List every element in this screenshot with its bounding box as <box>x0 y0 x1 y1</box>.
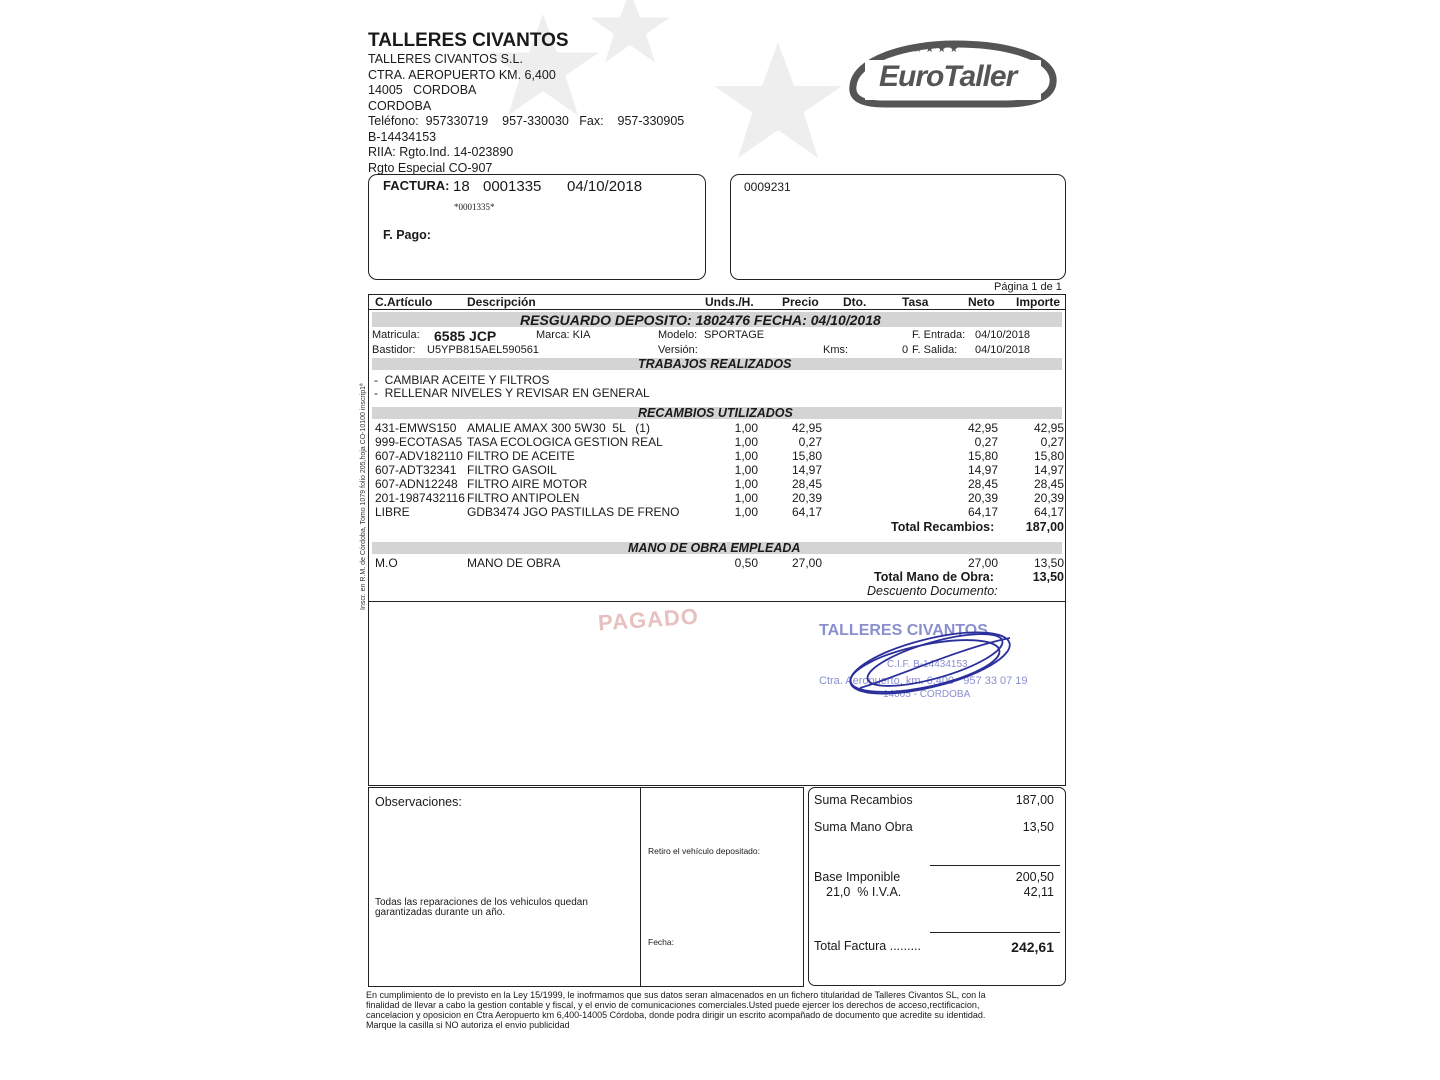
legal-line: finalidad de llevar a cabo la gestion contable y fiscal, y el envio de comunicaciones comerciales.Usted puede ejercer los derechos de acceso,rectificacion, <box>366 1000 980 1010</box>
invoice-number: 0001335 <box>483 178 542 195</box>
item-description: FILTRO ANTIPOLEN <box>467 491 580 505</box>
modelo-label: Modelo: <box>658 329 698 341</box>
item-description: FILTRO DE ACEITE <box>467 449 575 463</box>
item-units: 1,00 <box>734 449 758 463</box>
parts-total-value: 187,00 <box>1025 520 1064 534</box>
item-net: 15,80 <box>967 449 998 463</box>
item-units: 1,00 <box>734 421 758 435</box>
page-indicator: Página 1 de 1 <box>994 281 1062 293</box>
guarantee-line: Todas las reparaciones de los vehiculos quedan <box>375 897 588 908</box>
item-description: FILTRO GASOIL <box>467 463 557 477</box>
company-line: B-14434153 <box>368 129 437 144</box>
item-amount: 15,80 <box>1033 449 1064 463</box>
salida-value: 04/10/2018 <box>975 344 1031 356</box>
col-header-discount: Dto. <box>843 295 867 309</box>
company-details <box>368 52 684 176</box>
item-units: 0,50 <box>734 556 758 570</box>
entrada-value: 04/10/2018 <box>975 329 1031 341</box>
svg-text:★ ★ ★ ★: ★ ★ ★ ★ <box>913 44 959 55</box>
item-code: 999-ECOTASA5 <box>375 435 463 449</box>
base-value: 200,50 <box>1015 870 1054 884</box>
legal-notice <box>366 990 1066 1030</box>
version-label: Versión: <box>658 344 698 356</box>
item-code: 201-1987432116 <box>375 491 465 505</box>
col-header-units: Unds./H. <box>705 295 754 309</box>
item-units: 1,00 <box>734 505 758 519</box>
legal-line: En cumplimiento de lo previsto en la Ley 15/1999, le inofrmamos que sus datos seran almacenados en un fichero titularidad de Talleres Civantos SL, con la <box>366 990 986 1000</box>
observations-divider <box>640 787 641 986</box>
labor-total-value: 13,50 <box>1032 570 1064 584</box>
item-amount: 0,27 <box>1040 435 1064 449</box>
stamp-line: Ctra. Aeropuerto, km. 6,400 957 33 07 19 <box>819 675 1028 687</box>
work-item: - RELLENAR NIVELES Y REVISAR EN GENERAL <box>374 386 650 400</box>
company-line: CTRA. AEROPUERTO KM. 6,400 <box>368 67 556 82</box>
modelo-value: SPORTAGE <box>704 329 765 341</box>
col-header-description: Descripción <box>467 295 536 309</box>
legal-line: Marque la casilla si NO autoriza el envio publicidad <box>366 1020 570 1030</box>
invoice-label: FACTURA: <box>383 178 450 193</box>
company-title: TALLERES CIVANTOS <box>368 30 569 51</box>
item-net: 14,97 <box>967 463 998 477</box>
labor-title: MANO DE OBRA EMPLEADA <box>628 541 801 555</box>
item-price: 14,97 <box>791 463 822 477</box>
item-description: AMALIE AMAX 300 5W30 5L (1) <box>467 421 650 435</box>
table-bottom-divider <box>368 601 1065 602</box>
item-code: LIBRE <box>375 505 410 519</box>
date-label: Fecha: <box>648 937 674 947</box>
item-amount: 64,17 <box>1033 505 1064 519</box>
header-divider <box>368 309 1065 310</box>
item-units: 1,00 <box>734 491 758 505</box>
matricula-label: Matricula: <box>372 329 420 341</box>
item-code: 607-ADN12248 <box>375 477 458 491</box>
item-amount: 13,50 <box>1033 556 1064 570</box>
matricula-value: 6585 JCP <box>434 328 497 344</box>
item-amount: 20,39 <box>1033 491 1064 505</box>
base-label: Base Imponible <box>814 870 901 884</box>
iva-label: 21,0 % I.V.A. <box>826 885 902 899</box>
item-code: M.O <box>375 556 398 570</box>
company-line: TALLERES CIVANTOS S.L. <box>368 52 523 66</box>
discount-label: Descuento Documento: <box>867 584 998 598</box>
company-line: CORDOBA <box>368 98 432 113</box>
invoice-series: 18 <box>453 178 470 195</box>
parts-total-label: Total Recambios: <box>891 520 995 534</box>
paid-stamp: PAGADO <box>597 603 700 636</box>
iva-value: 42,11 <box>1023 885 1054 899</box>
item-net: 28,45 <box>967 477 998 491</box>
col-header-price: Precio <box>782 295 819 309</box>
payment-label: F. Pago: <box>383 228 431 242</box>
suma-mano-obra-label: Suma Mano Obra <box>814 820 913 834</box>
item-code: 607-ADT32341 <box>375 463 457 477</box>
withdraw-label: Retiro el vehículo depositado: <box>648 846 760 856</box>
item-units: 1,00 <box>734 435 758 449</box>
observations-box <box>368 787 804 987</box>
item-price: 27,00 <box>791 556 822 570</box>
stamp-line: C.I.F. B-14434153 <box>887 659 968 670</box>
item-amount: 14,97 <box>1033 463 1064 477</box>
item-price: 28,45 <box>791 477 822 491</box>
invoice-date: 04/10/2018 <box>567 178 643 195</box>
signature-scribble <box>840 618 1020 708</box>
item-amount: 28,45 <box>1033 477 1064 491</box>
work-item: - CAMBIAR ACEITE Y FILTROS <box>374 373 550 387</box>
eurotaller-logo <box>845 38 1057 108</box>
item-code: 607-ADV182110 <box>375 449 463 463</box>
labor-total-label: Total Mano de Obra: <box>874 570 994 584</box>
marca-label: Marca: KIA <box>536 329 591 341</box>
item-description: MANO DE OBRA <box>467 556 561 570</box>
item-units: 1,00 <box>734 477 758 491</box>
item-price: 0,27 <box>798 435 822 449</box>
works-title: TRABAJOS REALIZADOS <box>638 357 792 371</box>
total-rule <box>930 932 1060 933</box>
table-header-row <box>368 295 1064 309</box>
item-net: 64,17 <box>967 505 998 519</box>
entrada-label: F. Entrada: <box>912 329 966 341</box>
stamp-line: 14005 - CORDOBA <box>883 689 971 700</box>
col-header-net: Neto <box>968 295 995 309</box>
company-line: Teléfono: 957330719 957-330030 Fax: 957-330905 <box>368 114 685 128</box>
deposit-title: RESGUARDO DEPOSITO: 1802476 FECHA: 04/10/2018 <box>520 312 881 328</box>
total-value: 242,61 <box>1011 939 1054 955</box>
item-units: 1,00 <box>734 463 758 477</box>
company-line: RIIA: Rgto.Ind. 14-023890 <box>368 145 514 159</box>
item-net: 0,27 <box>974 435 998 449</box>
salida-label: F. Salida: <box>912 344 958 356</box>
suma-mano-obra-value: 13,50 <box>1022 820 1054 834</box>
col-header-amount: Importe <box>1016 295 1061 309</box>
item-net: 20,39 <box>967 491 998 505</box>
logo-text: EuroTaller <box>879 60 1017 93</box>
item-code: 431-EMWS150 <box>375 421 457 435</box>
item-price: 20,39 <box>791 491 822 505</box>
client-code: 0009231 <box>744 180 791 194</box>
item-price: 42,95 <box>791 421 822 435</box>
registry-side-note: Inscr. en R.M. de Córdoba, Tomo 1079 folio 205,hoja CO-10100 inscrip1ª <box>360 383 367 610</box>
item-price: 64,17 <box>791 505 822 519</box>
item-description: FILTRO AIRE MOTOR <box>467 477 588 491</box>
observations-label: Observaciones: <box>375 795 462 809</box>
item-price: 15,80 <box>791 449 822 463</box>
item-description: TASA ECOLOGICA GESTION REAL <box>467 435 663 449</box>
kms-label: Kms: <box>823 344 849 356</box>
suma-recambios-label: Suma Recambios <box>814 793 913 807</box>
total-label: Total Factura ......... <box>814 939 921 953</box>
company-line: 14005 CORDOBA <box>368 83 477 97</box>
subtotal-rule <box>930 865 1060 866</box>
col-header-tax: Tasa <box>902 295 929 309</box>
col-header-code: C.Artículo <box>375 295 433 309</box>
suma-recambios-value: 187,00 <box>1015 793 1054 807</box>
parts-title: RECAMBIOS UTILIZADOS <box>638 406 793 420</box>
guarantee-line: garantizadas durante un año. <box>375 907 506 918</box>
legal-line: cancelacion y oposicion en Ctra Aeropuerto km 6,400-14005 Córdoba, donde podra dirigir un escrito acompañado de documento que acredite su identidad. <box>366 1010 986 1020</box>
stamp-line: TALLERES CIVANTOS <box>819 622 988 639</box>
item-net: 27,00 <box>967 556 998 570</box>
item-net: 42,95 <box>967 421 998 435</box>
bastidor-value: U5YPB815AEL590561 <box>427 344 539 356</box>
item-description: GDB3474 JGO PASTILLAS DE FRENO <box>467 505 680 519</box>
company-line: Rgto Especial CO-907 <box>368 160 493 175</box>
kms-value: 0 <box>902 344 909 356</box>
bastidor-label: Bastidor: <box>372 344 416 356</box>
invoice-barcode-text: *0001335* <box>454 202 495 212</box>
item-amount: 42,95 <box>1033 421 1064 435</box>
